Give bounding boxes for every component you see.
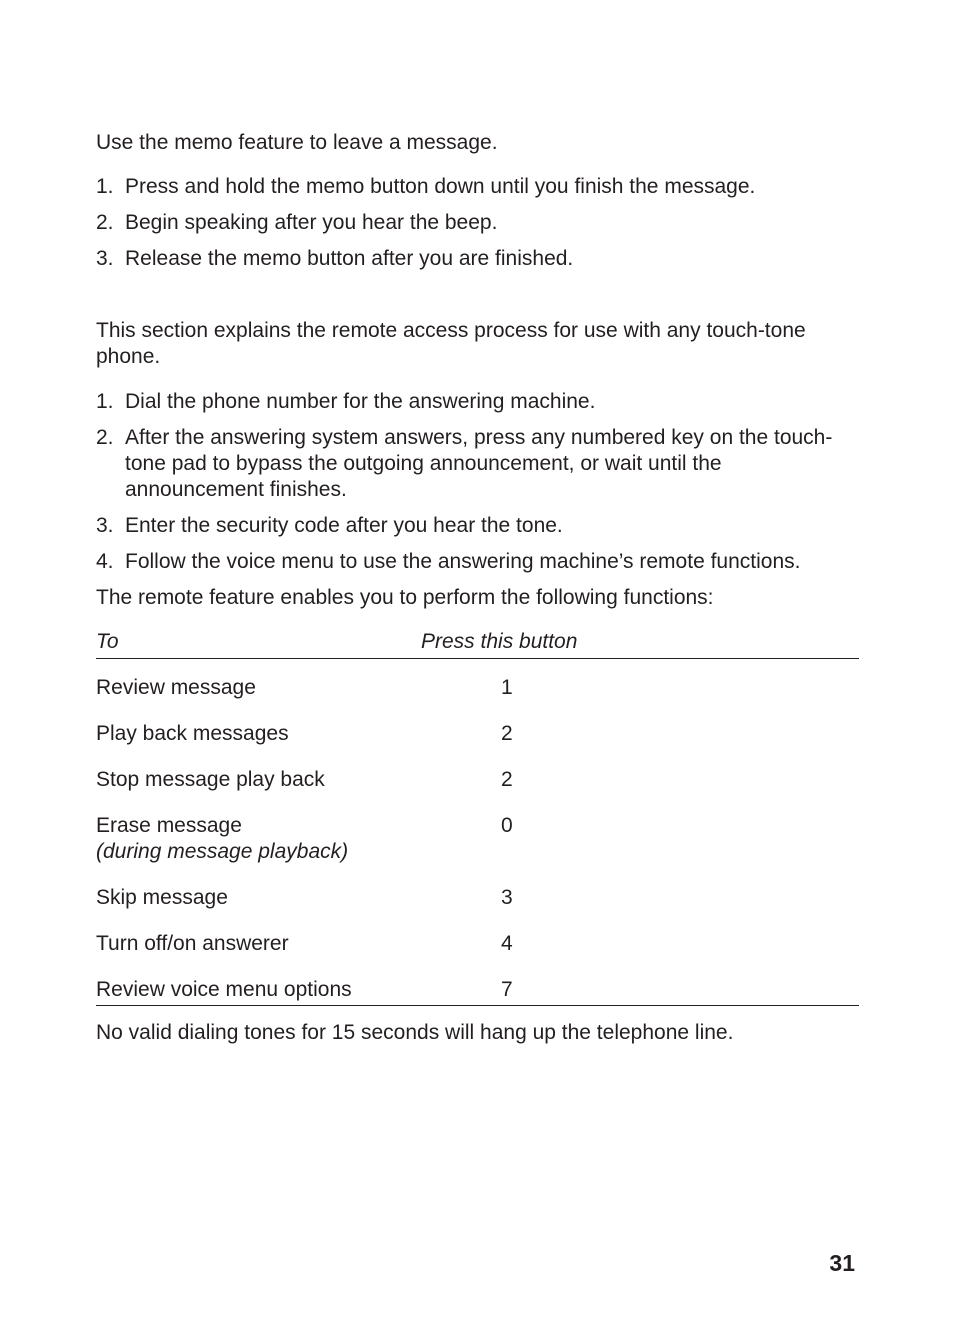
function-key: 3 [501, 886, 513, 909]
memo-intro: Use the memo feature to leave a message. [96, 131, 498, 154]
function-action: Play back messages [96, 722, 289, 745]
step-text: Enter the security code after you hear the tone. [125, 514, 563, 537]
function-action: Turn off/on answerer [96, 932, 289, 955]
remote-functions-table [96, 629, 859, 1006]
list-item [96, 513, 859, 539]
table-row [96, 813, 859, 885]
function-action: Stop message play back [96, 768, 325, 791]
footnote: No valid dialing tones for 15 seconds will hang up the telephone line. [96, 1021, 734, 1044]
step-number: 4. [96, 550, 114, 573]
list-item [96, 174, 859, 200]
function-key: 4 [501, 932, 513, 955]
function-action: Review voice menu options [96, 977, 421, 1006]
function-key: 2 [501, 768, 513, 791]
functions-lead-in: The remote feature enables you to perform the following functions: [96, 586, 714, 609]
table-row [96, 885, 859, 931]
list-item [96, 246, 859, 272]
table-row [96, 659, 859, 722]
step-number: 1. [96, 175, 114, 198]
step-text: Release the memo button after you are finished. [125, 247, 574, 270]
table-row [96, 767, 859, 813]
function-key: 1 [501, 676, 513, 699]
function-action: Erase message (during message playback) [96, 813, 421, 885]
step-number: 3. [96, 247, 114, 270]
step-text: After the answering system answers, press any numbered key on the touch-tone pad to bypass the outgoing announcement, or wait until the announcement finishes. [125, 426, 833, 501]
function-action: Skip message [96, 886, 228, 909]
step-text: Begin speaking after you hear the beep. [125, 211, 498, 234]
table-row [96, 977, 859, 1006]
function-action: Review message [96, 676, 256, 699]
memo-steps-list [96, 174, 859, 272]
manual-page [96, 130, 859, 1046]
list-item [96, 425, 859, 503]
table-header-row [96, 629, 859, 659]
column-header-press: Press this button [421, 629, 859, 659]
step-number: 3. [96, 514, 114, 537]
step-number: 2. [96, 426, 114, 449]
function-key: 7 [421, 977, 859, 1006]
function-note: (during message playback) [96, 840, 349, 863]
function-key: 2 [501, 722, 513, 745]
step-number: 1. [96, 390, 114, 413]
list-item [96, 549, 859, 575]
table-row [96, 931, 859, 977]
list-item [96, 389, 859, 415]
step-text: Dial the phone number for the answering machine. [125, 390, 596, 413]
step-number: 2. [96, 211, 114, 234]
remote-steps-list [96, 389, 859, 575]
step-text: Follow the voice menu to use the answering machine’s remote functions. [125, 550, 801, 573]
function-key: 0 [501, 814, 513, 837]
table-row [96, 721, 859, 767]
remote-intro: This section explains the remote access process for use with any touch-tone phone. [96, 319, 806, 368]
step-text: Press and hold the memo button down until you finish the message. [125, 175, 756, 198]
list-item [96, 210, 859, 236]
page-number: 31 [829, 1250, 855, 1276]
column-header-to: To [96, 629, 421, 659]
